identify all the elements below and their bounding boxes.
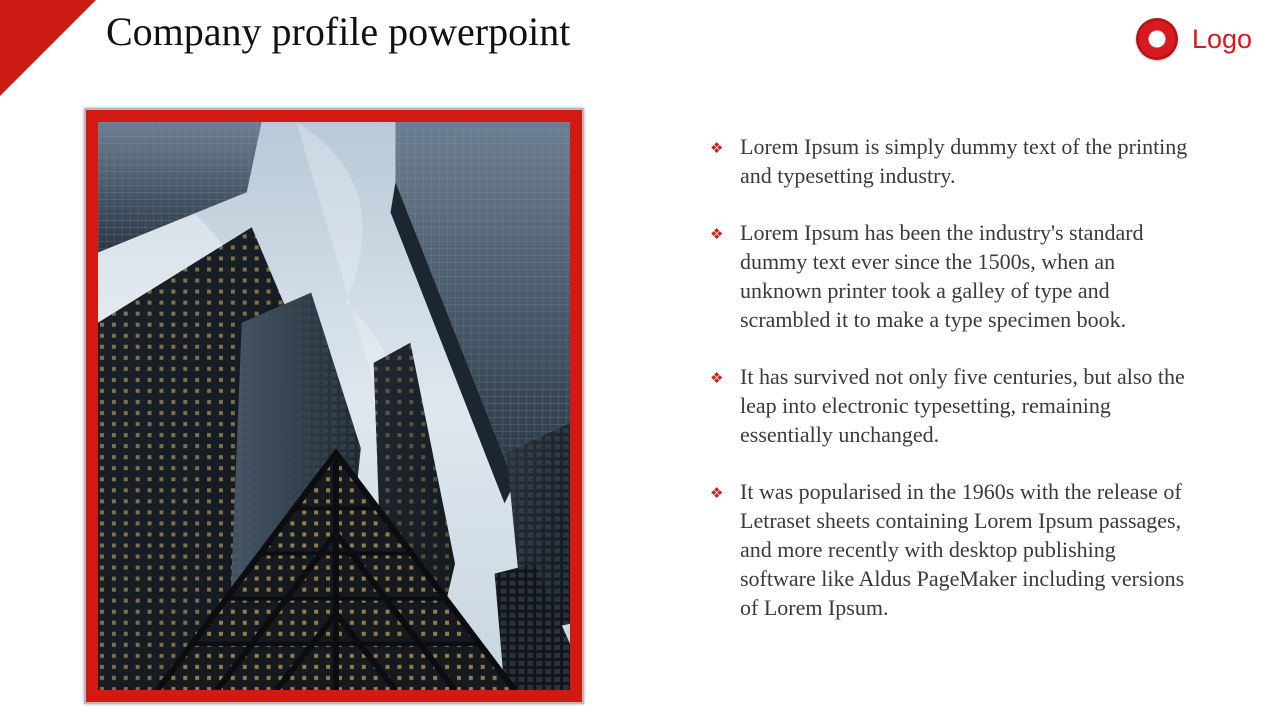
diamond-bullet-icon: ❖ xyxy=(710,225,724,243)
diamond-bullet-icon: ❖ xyxy=(710,484,724,502)
diamond-bullet-icon: ❖ xyxy=(710,369,724,387)
slide-title: Company profile powerpoint xyxy=(106,9,571,54)
photo-frame xyxy=(84,108,584,704)
logo-ring-icon xyxy=(1136,18,1178,60)
logo-text: Logo xyxy=(1192,23,1253,54)
bullet-text: It was popularised in the 1960s with the release of Letraset sheets containing Lorem Ipsum passages, and more recently with desktop publishing software like Aldus PageMaker including versions of Lorem Ipsum. xyxy=(740,479,1185,620)
diamond-bullet-icon: ❖ xyxy=(710,139,724,157)
bullet-text: Lorem Ipsum has been the industry's standard dummy text ever since the 1500s, when an unknown printer took a galley of type and scrambled it to make a type specimen book. xyxy=(740,220,1144,332)
bullet-item xyxy=(710,218,1190,334)
corner-triangle-decoration xyxy=(0,0,96,96)
bullet-text: Lorem Ipsum is simply dummy text of the printing and typesetting industry. xyxy=(740,134,1188,188)
bullet-item xyxy=(710,132,1190,190)
skyscrapers-photo xyxy=(98,122,570,690)
bullet-list xyxy=(710,132,1190,650)
logo xyxy=(1136,18,1252,60)
bullet-item xyxy=(710,477,1190,622)
bullet-text: It has survived not only five centuries, but also the leap into electronic typesetting, remaining essentially unchanged. xyxy=(740,364,1185,447)
bullet-item xyxy=(710,362,1190,449)
